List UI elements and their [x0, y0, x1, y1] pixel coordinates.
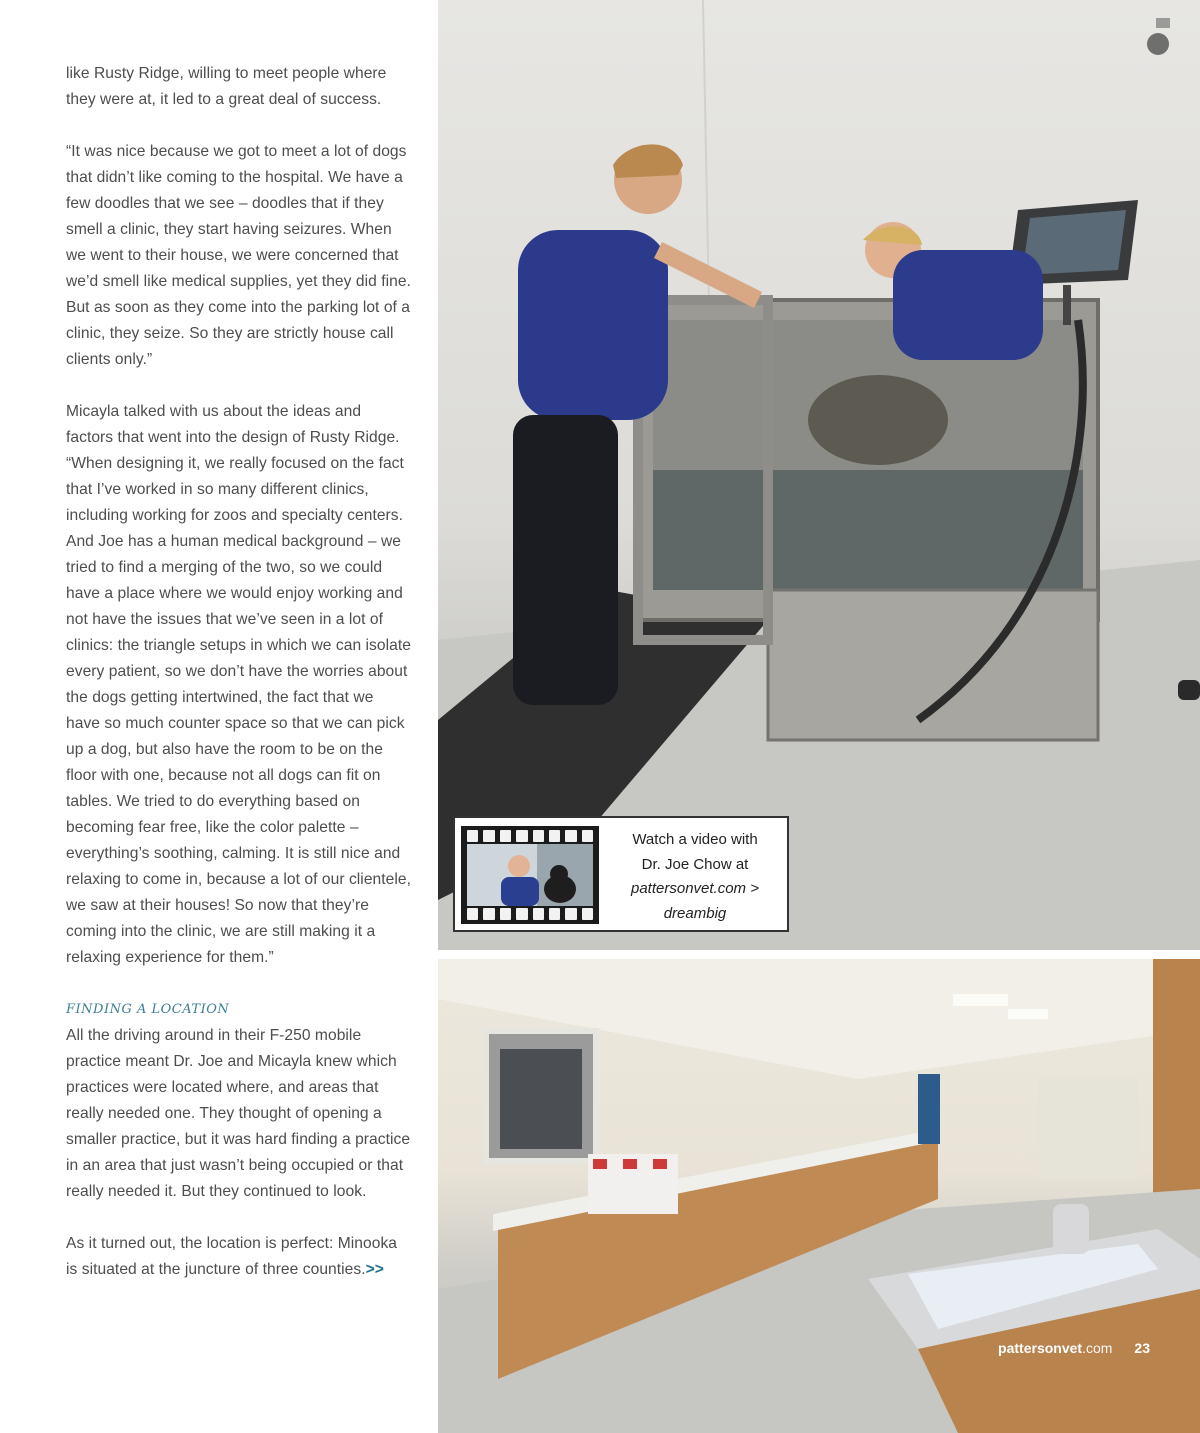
security-camera-icon [1147, 18, 1170, 55]
clinic-interior-photo [438, 959, 1200, 1433]
article-paragraph: Micayla talked with us about the ideas and factors that went into the design of Rusty Ridge. “When designing it, we really focused on the fact that I’ve worked in so many different clinics, including working for zoos and specialty centers. And Joe has a human medical background – we tried to find a merging of the two, so we could have a place where we would enjoy working and not have the issues that we’ve seen in a lot of clinics: the triangle setups in which we can isolate every patient, so we don’t have the worries about the dogs getting intertwined, the fact that we have so much counter space so that we can pick up a dog, but also have the room to be on the floor with one, because not all dogs can fit on tables. We tried to do everything based on becoming fear free, like the color palette – everything’s soothing, calming. It is still nice and relaxing to come in, because a lot of our clientele, we saw at their houses! So now that they’re coming into the clinic, we are still making it a relaxing experience for them.” [66, 403, 411, 966]
underwater-treadmill-illustration [438, 0, 1200, 950]
footer-domain [998, 1340, 1112, 1356]
video-callout-line: Dr. Joe Chow at [641, 855, 749, 873]
page-footer [998, 1340, 1150, 1356]
video-callout[interactable] [453, 816, 789, 932]
video-callout-text [609, 828, 781, 926]
section-subhead: FINDING A LOCATION [66, 1002, 230, 1017]
clinic-interior-illustration [438, 959, 1200, 1433]
continue-arrow-icon: >> [365, 1261, 384, 1278]
page-number: 23 [1134, 1340, 1150, 1356]
footer-domain-suffix: .com [1082, 1340, 1113, 1356]
article-paragraph-last [66, 1231, 411, 1283]
article-paragraph: like Rusty Ridge, willing to meet people where they were at, it led to a great deal of success. [66, 65, 387, 108]
film-strip-bottom [467, 908, 593, 920]
film-strip-top [467, 830, 593, 842]
footer-domain-bold: pattersonvet [998, 1340, 1083, 1356]
article-paragraph: “It was nice because we got to meet a lot of dogs that didn’t like coming to the hospital. We have a few doodles that we see – doodles that if they smell a clinic, they start having seizures. When we went to their house, we were concerned that we’d smell like medical supplies, yet they did fine. But as soon as they come into the parking lot of a clinic, they seize. So they are strictly house call clients only.” [66, 143, 411, 368]
video-link-path[interactable]: dreambig [663, 904, 727, 922]
article-paragraph: All the driving around in their F-250 mobile practice meant Dr. Joe and Micayla knew which practices were located where, and areas that really needed one. They thought of opening a smaller practice, but it was hard finding a practice in an area that just wasn’t being occupied or that really needed it. But they continued to look. [66, 1027, 411, 1200]
video-thumbnail[interactable] [461, 826, 599, 924]
video-still-image [467, 844, 593, 906]
article-paragraph-text: As it turned out, the location is perfect: Minooka is situated at the juncture of three counties. [66, 1235, 398, 1278]
video-callout-line: Watch a video with [632, 831, 758, 848]
underwater-treadmill-photo [438, 0, 1200, 950]
article-text-column [66, 61, 411, 1283]
video-link[interactable]: pattersonvet.com > [631, 880, 759, 897]
